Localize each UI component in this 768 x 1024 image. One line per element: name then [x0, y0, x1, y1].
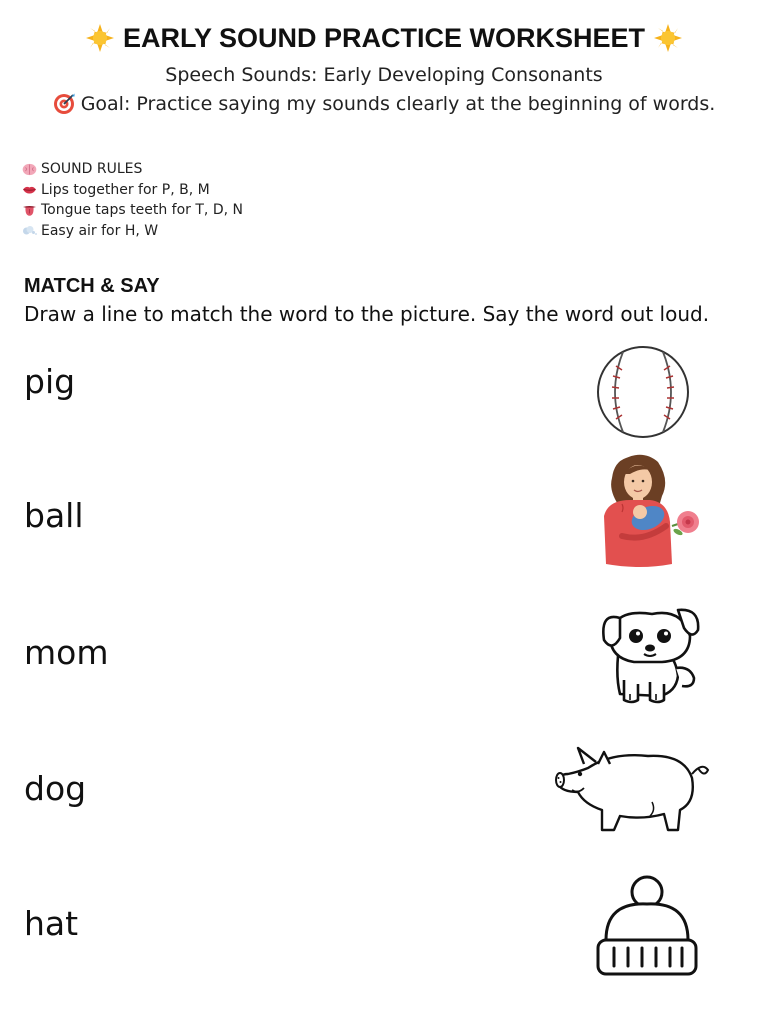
rule-item: [22, 221, 243, 242]
page-title: EARLY SOUND PRACTICE WORKSHEET: [122, 22, 646, 53]
word-mom[interactable]: mom: [24, 633, 109, 672]
word-ball[interactable]: ball: [24, 496, 84, 535]
match-say-heading: MATCH & SAY: [24, 275, 160, 297]
lips-icon: [22, 183, 37, 196]
goal-line: [0, 93, 768, 115]
baseball-picture[interactable]: [593, 344, 693, 440]
sound-rules: [22, 159, 243, 241]
word-dog[interactable]: dog: [24, 769, 87, 808]
brain-icon: [22, 163, 37, 176]
rule-text: Tongue taps teeth for T, D, N: [41, 202, 243, 218]
sun-icon: [653, 23, 683, 53]
rule-text: Easy air for H, W: [41, 222, 159, 239]
rule-text: Lips together for P, B, M: [41, 181, 210, 198]
word-hat[interactable]: hat: [24, 904, 79, 943]
target-icon: [53, 93, 75, 115]
hat-picture[interactable]: [592, 872, 704, 980]
word-pig[interactable]: pig: [24, 362, 76, 401]
title-row: [0, 16, 768, 60]
goal-text: Goal: Practice saying my sounds clearly at the beginning of words.: [80, 93, 716, 115]
match-say-instructions: Draw a line to match the word to the picture. Say the word out loud.: [24, 302, 710, 326]
rule-item: [22, 180, 243, 201]
wind-puff-icon: [22, 224, 37, 237]
pig-picture[interactable]: [552, 744, 712, 836]
page-subtitle: Speech Sounds: Early Developing Consonants: [165, 64, 603, 86]
sun-icon: [85, 23, 115, 53]
mom-picture[interactable]: [600, 452, 706, 570]
rule-item: [22, 200, 243, 221]
tongue-icon: [22, 204, 37, 217]
sound-rules-heading: [22, 159, 243, 180]
puppy-picture[interactable]: [598, 596, 706, 708]
sound-rules-title: SOUND RULES: [41, 161, 143, 177]
